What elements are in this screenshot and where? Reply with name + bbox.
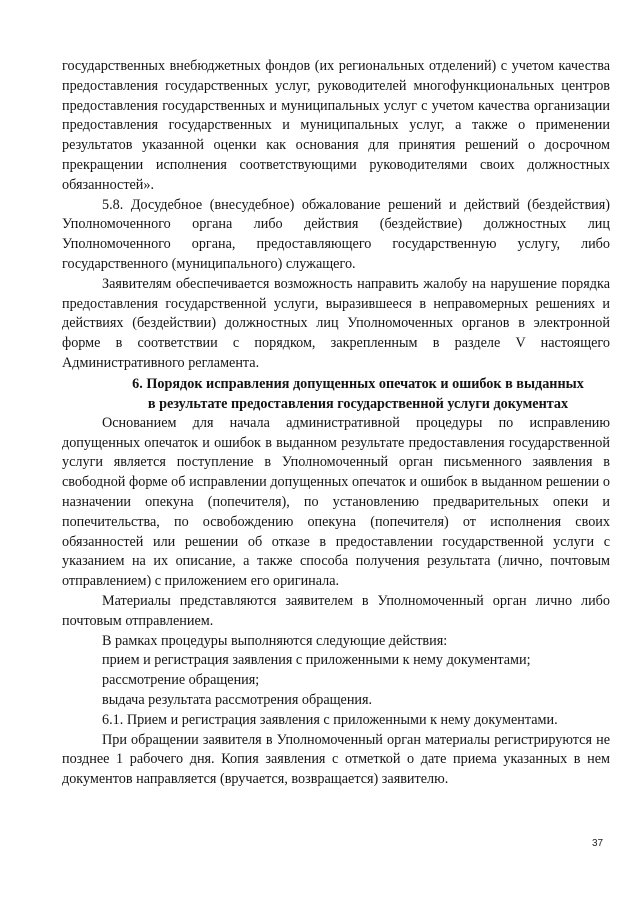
- paragraph-5-8: 5.8. Досудебное (внесудебное) обжалование решений и действий (бездействия) Уполномоченного органа либо действия (бездействие) должностных лиц Уполномоченного органа, предоставляющего государственную услугу, либо государственного (муниципального) служащего.: [62, 196, 610, 272]
- paragraph-continuation: государственных внебюджетных фондов (их региональных отделений) с учетом качества предоставления государственных услуг, руководителей многофункциональных центров предоставления государственных и муниципальных услуг с учетом качества организации предоставления государственных и муниципальных услуг, а также о применении результатов указанной оценки как основания для принятия решений о досрочном прекращении исполнения соответствующими руководителями своих должностных обязанностей».: [62, 58, 610, 193]
- paragraph-basis: Основанием для начала административной процедуры по исправлению допущенных опечаток и ошибок в выданном результате предоставления государственной услуги является поступление в Уполномоченный орган письменного заявления в свободной форме об исправлении допущенных опечаток и ошибок в выданном решении о назначении опекуна (попечителя), по установлению предварительных опеки и попечительства, по освобождению опекуна (попечителя) от исполнения своих обязанностей или решении об отказе в предоставлении государственной услуги с указанием на их описание, а также способа получения результата (лично, почтовым отправлением) с приложением его оригинала.: [62, 414, 610, 590]
- paragraph-6-1: 6.1. Прием и регистрация заявления с приложенными к нему документами.: [102, 711, 558, 728]
- list-item-issuance: выдача результата рассмотрения обращения.: [102, 691, 373, 708]
- page-number: 37: [592, 838, 604, 849]
- paragraph-complaint: Заявителям обеспечивается возможность направить жалобу на нарушение порядка предоставления государственной услуги, выразившееся в неправомерных решениях и действиях (бездействии) должностных лиц Уполномоченных органов в электронной форме в соответствии с порядком, закрепленным в разделе V настоящего Административного регламента.: [62, 275, 610, 371]
- document-body: [62, 57, 610, 790]
- paragraph-materials: Материалы представляются заявителем в Уполномоченный орган лично либо почтовым отправлением.: [62, 592, 610, 629]
- paragraph-registration: При обращении заявителя в Уполномоченный орган материалы регистрируются не позднее 1 рабочего дня. Копия заявления с отметкой о дате приема указанных в нем документов направляется (вручается, возвращается) заявителю.: [62, 731, 610, 788]
- section-heading-line-1: 6. Порядок исправления допущенных опечаток и ошибок в выданных: [132, 375, 584, 392]
- list-item-review: рассмотрение обращения;: [102, 672, 260, 689]
- paragraph-actions-intro: В рамках процедуры выполняются следующие действия:: [102, 632, 448, 649]
- section-heading-line-2: в результате предоставления государственной услуги документах: [147, 395, 569, 412]
- list-item-reception: прием и регистрация заявления с приложенными к нему документами;: [102, 652, 531, 669]
